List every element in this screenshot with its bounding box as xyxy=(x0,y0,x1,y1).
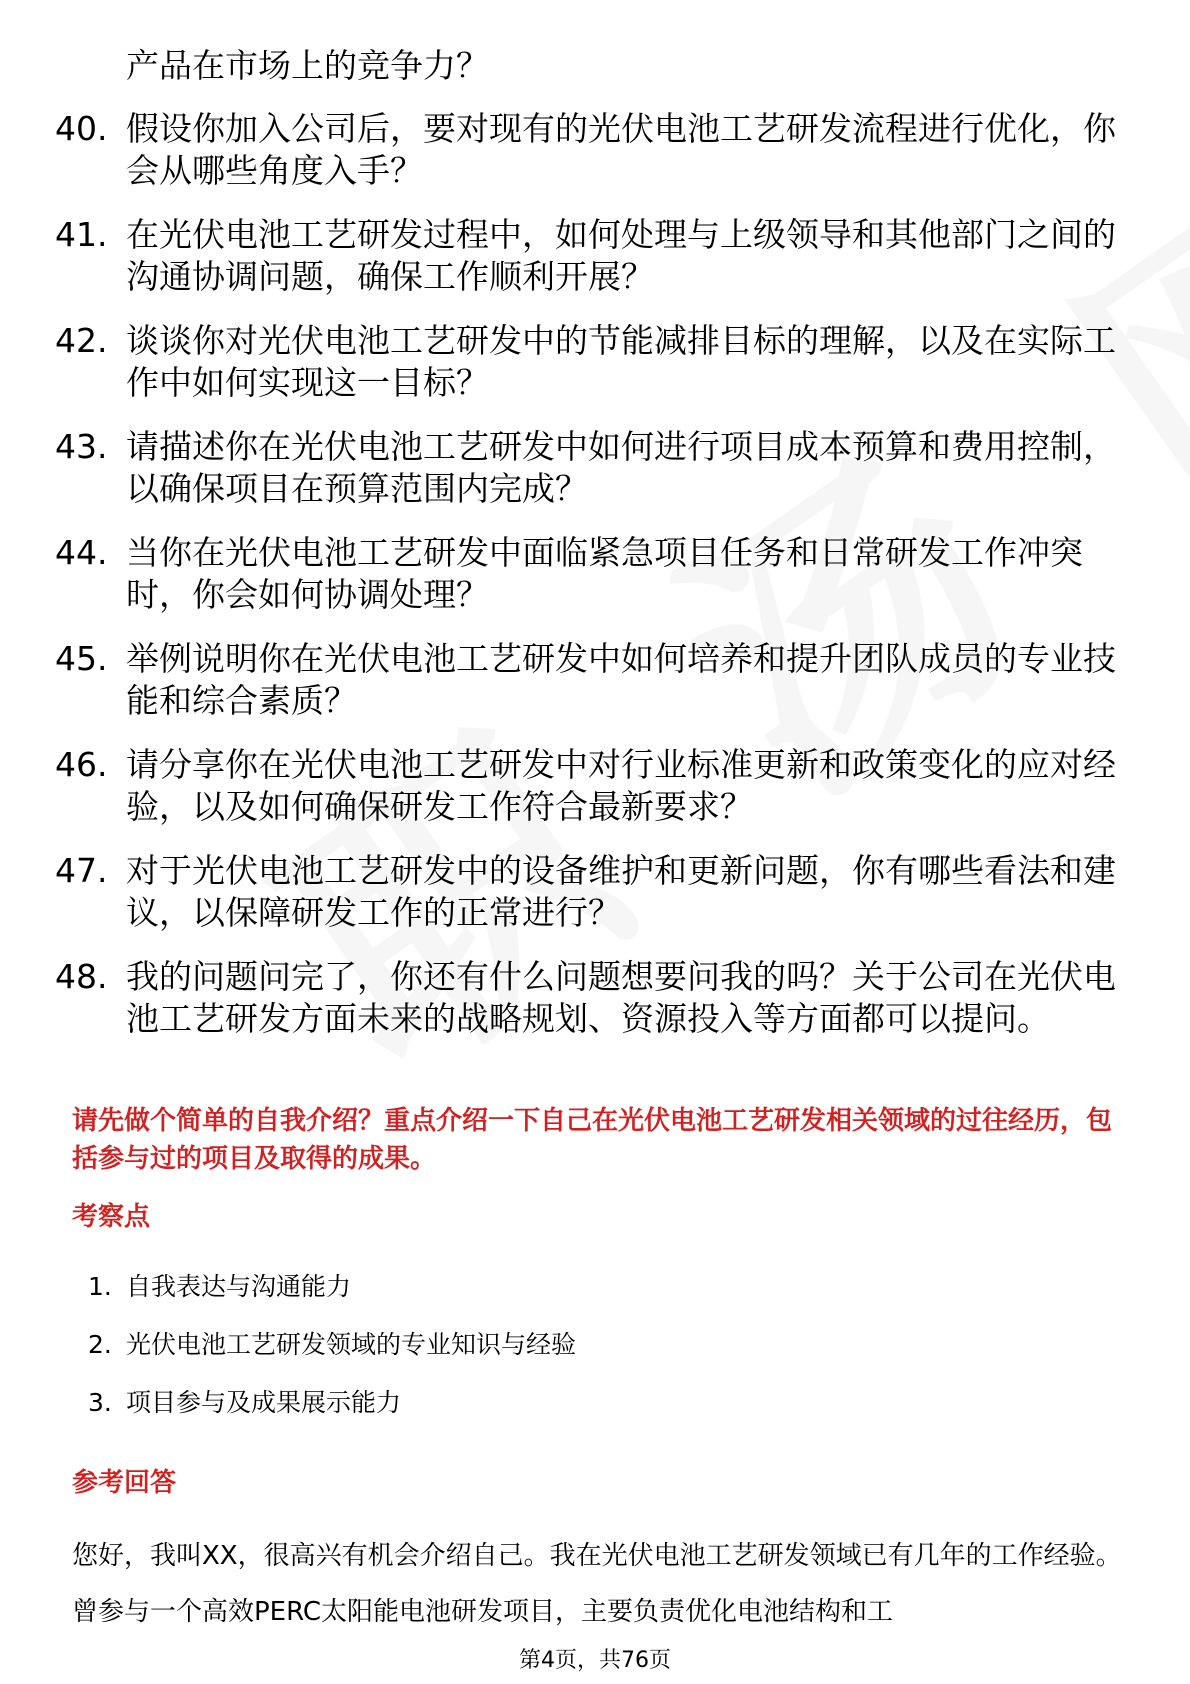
question-number: 40. xyxy=(55,109,108,148)
point-number: 2. xyxy=(88,1330,112,1359)
point-number: 1. xyxy=(88,1272,112,1301)
list-item xyxy=(0,1386,1190,1444)
point-number: 3. xyxy=(88,1388,112,1417)
question-text: 谈谈你对光伏电池工艺研发中的节能减排目标的理解，以及在实际工作中如何实现这一目标？ xyxy=(126,321,1116,402)
question-item xyxy=(0,744,1190,828)
question-item xyxy=(0,214,1190,298)
list-item xyxy=(0,1270,1190,1328)
point-text: 项目参与及成果展示能力 xyxy=(126,1388,402,1417)
question-continuation: 产品在市场上的竞争力？ xyxy=(126,46,489,85)
question-number: 47. xyxy=(55,851,108,890)
question-item xyxy=(0,320,1190,404)
page-footer: 第4页，共76页 xyxy=(519,1648,671,1673)
question-item xyxy=(0,532,1190,616)
question-item xyxy=(0,850,1190,934)
question-number: 46. xyxy=(55,745,108,784)
question-item xyxy=(0,426,1190,510)
point-text: 自我表达与沟通能力 xyxy=(126,1272,352,1301)
question-number: 43. xyxy=(55,427,108,466)
question-item xyxy=(0,638,1190,722)
answer-heading: 参考回答 xyxy=(72,1468,177,1498)
question-text: 举例说明你在光伏电池工艺研发中如何培养和提升团队成员的专业技能和综合素质？ xyxy=(126,639,1116,720)
list-item xyxy=(0,1328,1190,1386)
answer-text: 您好，我叫XX，很高兴有机会介绍自己。我在光伏电池工艺研发领域已有几年的工作经验。曾参与一个高效PERC太阳能电池研发项目，主要负责优化电池结构和工 xyxy=(72,1541,1122,1627)
question-text: 在光伏电池工艺研发过程中，如何处理与上级领导和其他部门之间的沟通协调问题，确保工作顺利开展？ xyxy=(126,215,1116,296)
question-number: 44. xyxy=(55,533,108,572)
question-list xyxy=(0,108,1190,1062)
question-number: 41. xyxy=(55,215,108,254)
question-number: 48. xyxy=(55,957,108,996)
question-item xyxy=(0,956,1190,1040)
question-text: 请分享你在光伏电池工艺研发中对行业标准更新和政策变化的应对经验，以及如何确保研发工作符合最新要求？ xyxy=(126,745,1116,826)
highlight-question: 请先做个简单的自我介绍？重点介绍一下自己在光伏电池工艺研发相关领域的过往经历，包括参与过的项目及取得的成果。 xyxy=(72,1106,1113,1174)
question-text: 假设你加入公司后，要对现有的光伏电池工艺研发流程进行优化，你会从哪些角度入手？ xyxy=(126,109,1116,190)
question-number: 42. xyxy=(55,321,108,360)
point-text: 光伏电池工艺研发领域的专业知识与经验 xyxy=(126,1330,577,1359)
points-heading: 考察点 xyxy=(72,1202,151,1232)
question-text: 当你在光伏电池工艺研发中面临紧急项目任务和日常研发工作冲突时，你会如何协调处理？ xyxy=(126,533,1083,614)
question-text: 对于光伏电池工艺研发中的设备维护和更新问题，你有哪些看法和建议，以保障研发工作的正常进行？ xyxy=(126,851,1116,932)
question-text: 我的问题问完了，你还有什么问题想要问我的吗？关于公司在光伏电池工艺研发方面未来的战略规划、资源投入等方面都可以提问。 xyxy=(126,957,1116,1038)
question-item xyxy=(0,108,1190,192)
question-number: 45. xyxy=(55,639,108,678)
question-text: 请描述你在光伏电池工艺研发中如何进行项目成本预算和费用控制，以确保项目在预算范围内完成？ xyxy=(126,427,1116,508)
points-list xyxy=(0,1270,1190,1444)
